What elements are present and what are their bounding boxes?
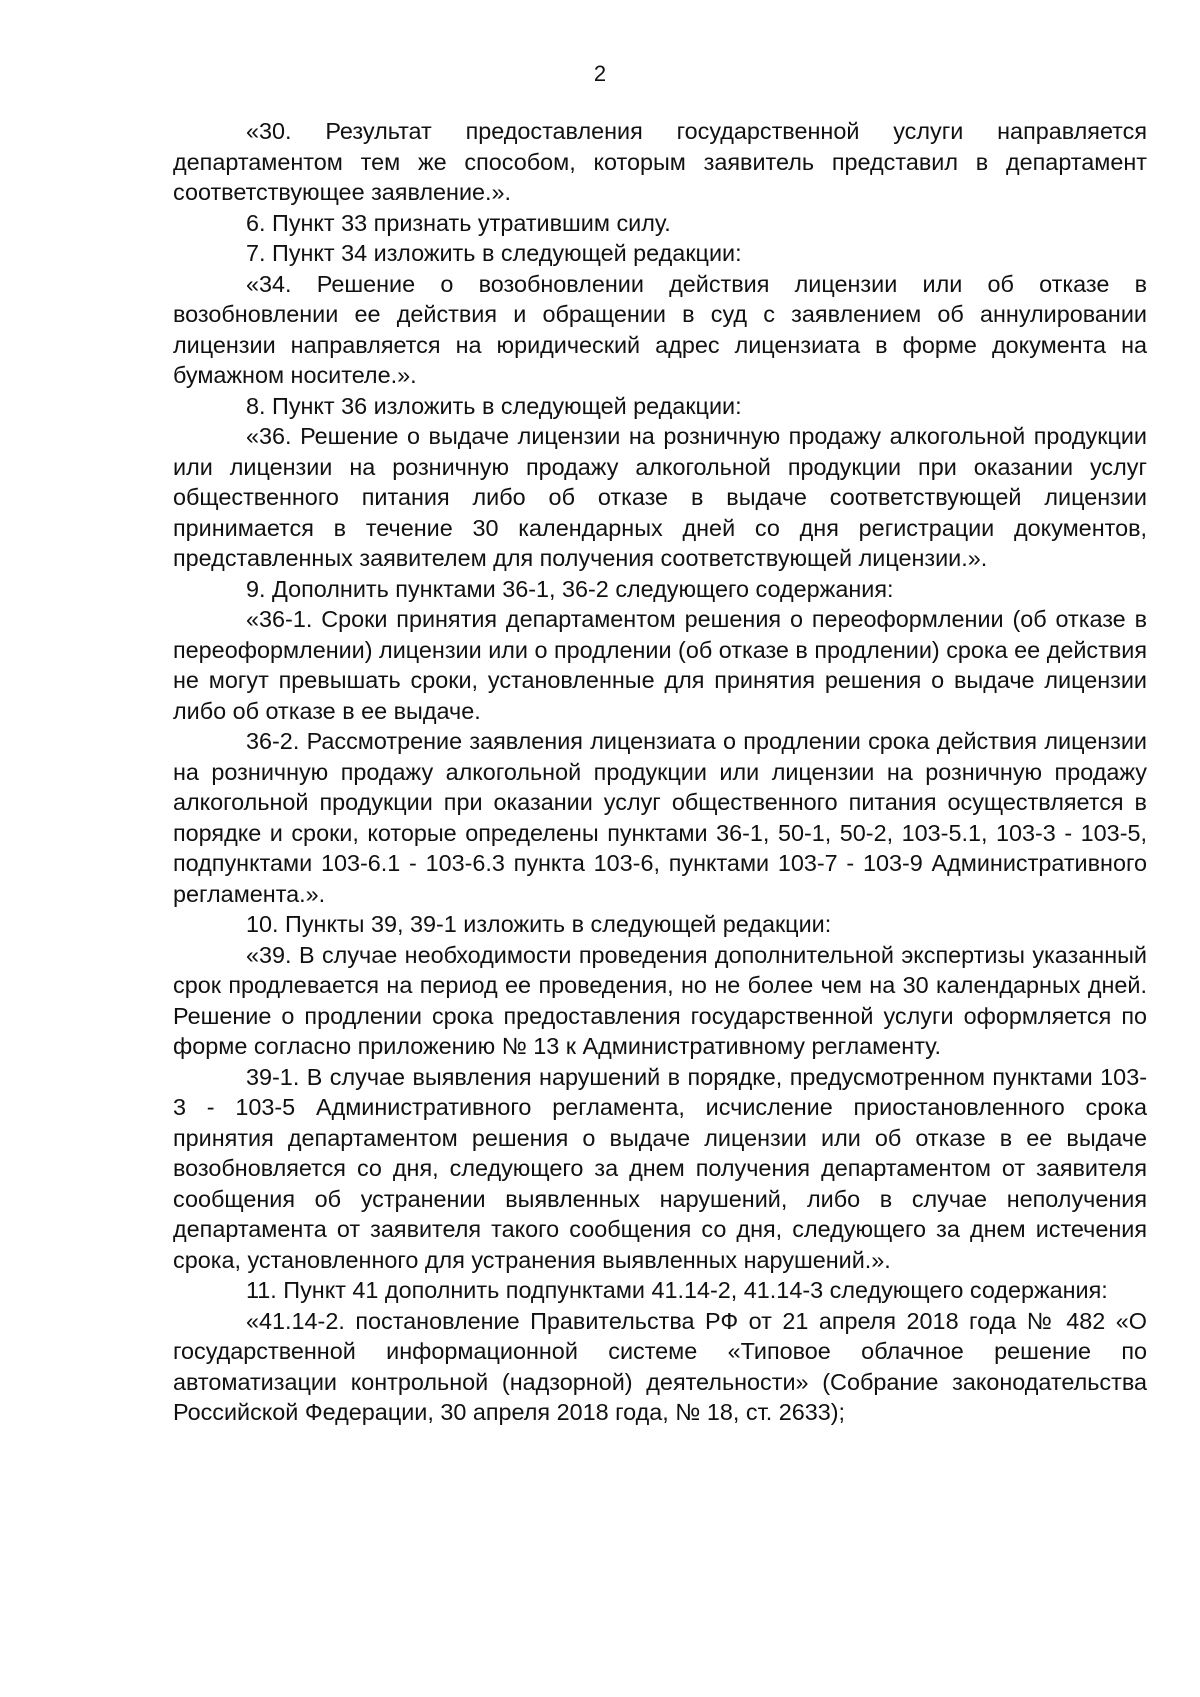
paragraph-39-1: 39-1. В случае выявления нарушений в порядке, предусмотренном пунктами 103-3 - 103-5 Административного регламента, исчисление приостановленного срока принятия департаментом решения о выдаче лицензии или об отказе в ее выдаче возобновляется со дня, следующего за днем получения департаментом от заявителя сообщения об устранении выявленных нарушений, либо в случае неполучения департамента от заявителя такого сообщения со дня, следующего за днем истечения срока, установленного для устранения выявленных нарушений.». (173, 1063, 1147, 1273)
paragraph-item-9: 9. Дополнить пунктами 36-1, 36-2 следующего содержания: (246, 575, 894, 602)
paragraph-39: «39. В случае необходимости проведения дополнительной экспертизы указанный срок продлевается на период ее проведения, но не более чем на 30 календарных дней. Решение о продлении срока предоставления государственной услуги оформляется по форме согласно приложению № 13 к Административному регламенту. (173, 941, 1147, 1059)
paragraph-34: «34. Решение о возобновлении действия лицензии или об отказе в возобновлении ее действия и обращении в суд с заявлением об аннулировании лицензии направляется на юридический адрес лицензиата в форме документа на бумажном носителе.». (173, 270, 1147, 388)
paragraph-36-2: 36-2. Рассмотрение заявления лицензиата о продлении срока действия лицензии на розничную продажу алкогольной продукции или лицензии на розничную продажу алкогольной продукции при оказании услуг общественного питания осуществляется в порядке и сроки, которые определены пунктами 36-1, 50-1, 50-2, 103-5.1, 103-3 - 103-5, подпунктами 103-6.1 - 103-6.3 пункта 103-6, пунктами 103-7 - 103-9 Административного регламента.». (173, 728, 1147, 907)
paragraph-item-8: 8. Пункт 36 изложить в следующей редакции: (246, 392, 742, 419)
document-body (173, 116, 1147, 1428)
paragraph-item-6: 6. Пункт 33 признать утратившим силу. (246, 209, 671, 236)
paragraph-36: «36. Решение о выдаче лицензии на розничную продажу алкогольной продукции или лицензии на розничную продажу алкогольной продукции при оказании услуг общественного питания либо об отказе в выдаче соответствующей лицензии принимается в течение 30 календарных дней со дня регистрации документов, представленных заявителем для получения соответствующей лицензии.». (173, 423, 1147, 571)
paragraph-item-7: 7. Пункт 34 изложить в следующей редакции: (246, 240, 742, 266)
paragraph-36-1: «36-1. Сроки принятия департаментом решения о переоформлении (об отказе в переоформлении) лицензии или о продлении (об отказе в продлении) срока ее действия не могут превышать сроки, установленные для принятия решения о выдаче лицензии либо об отказе в ее выдаче. (173, 606, 1147, 724)
paragraph-41-14-2: «41.14-2. постановление Правительства РФ от 21 апреля 2018 года № 482 «О государственной информационной системе «Типовое облачное решение по автоматизации контрольной (надзорной) деятельности» (Собрание законодательства Российской Федерации, 30 апреля 2018 года, № 18, ст. 2633); (173, 1307, 1147, 1425)
page-number: 2 (593, 61, 607, 86)
paragraph-item-10: 10. Пункты 39, 39-1 изложить в следующей редакции: (246, 911, 832, 937)
paragraph-30: «30. Результат предоставления государственной услуги направляется департаментом тем же способом, которым заявитель представил в департамент соответствующее заявление.». (173, 118, 1147, 205)
paragraph-item-11: 11. Пункт 41 дополнить подпунктами 41.14-2, 41.14-3 следующего содержания: (246, 1277, 1108, 1303)
